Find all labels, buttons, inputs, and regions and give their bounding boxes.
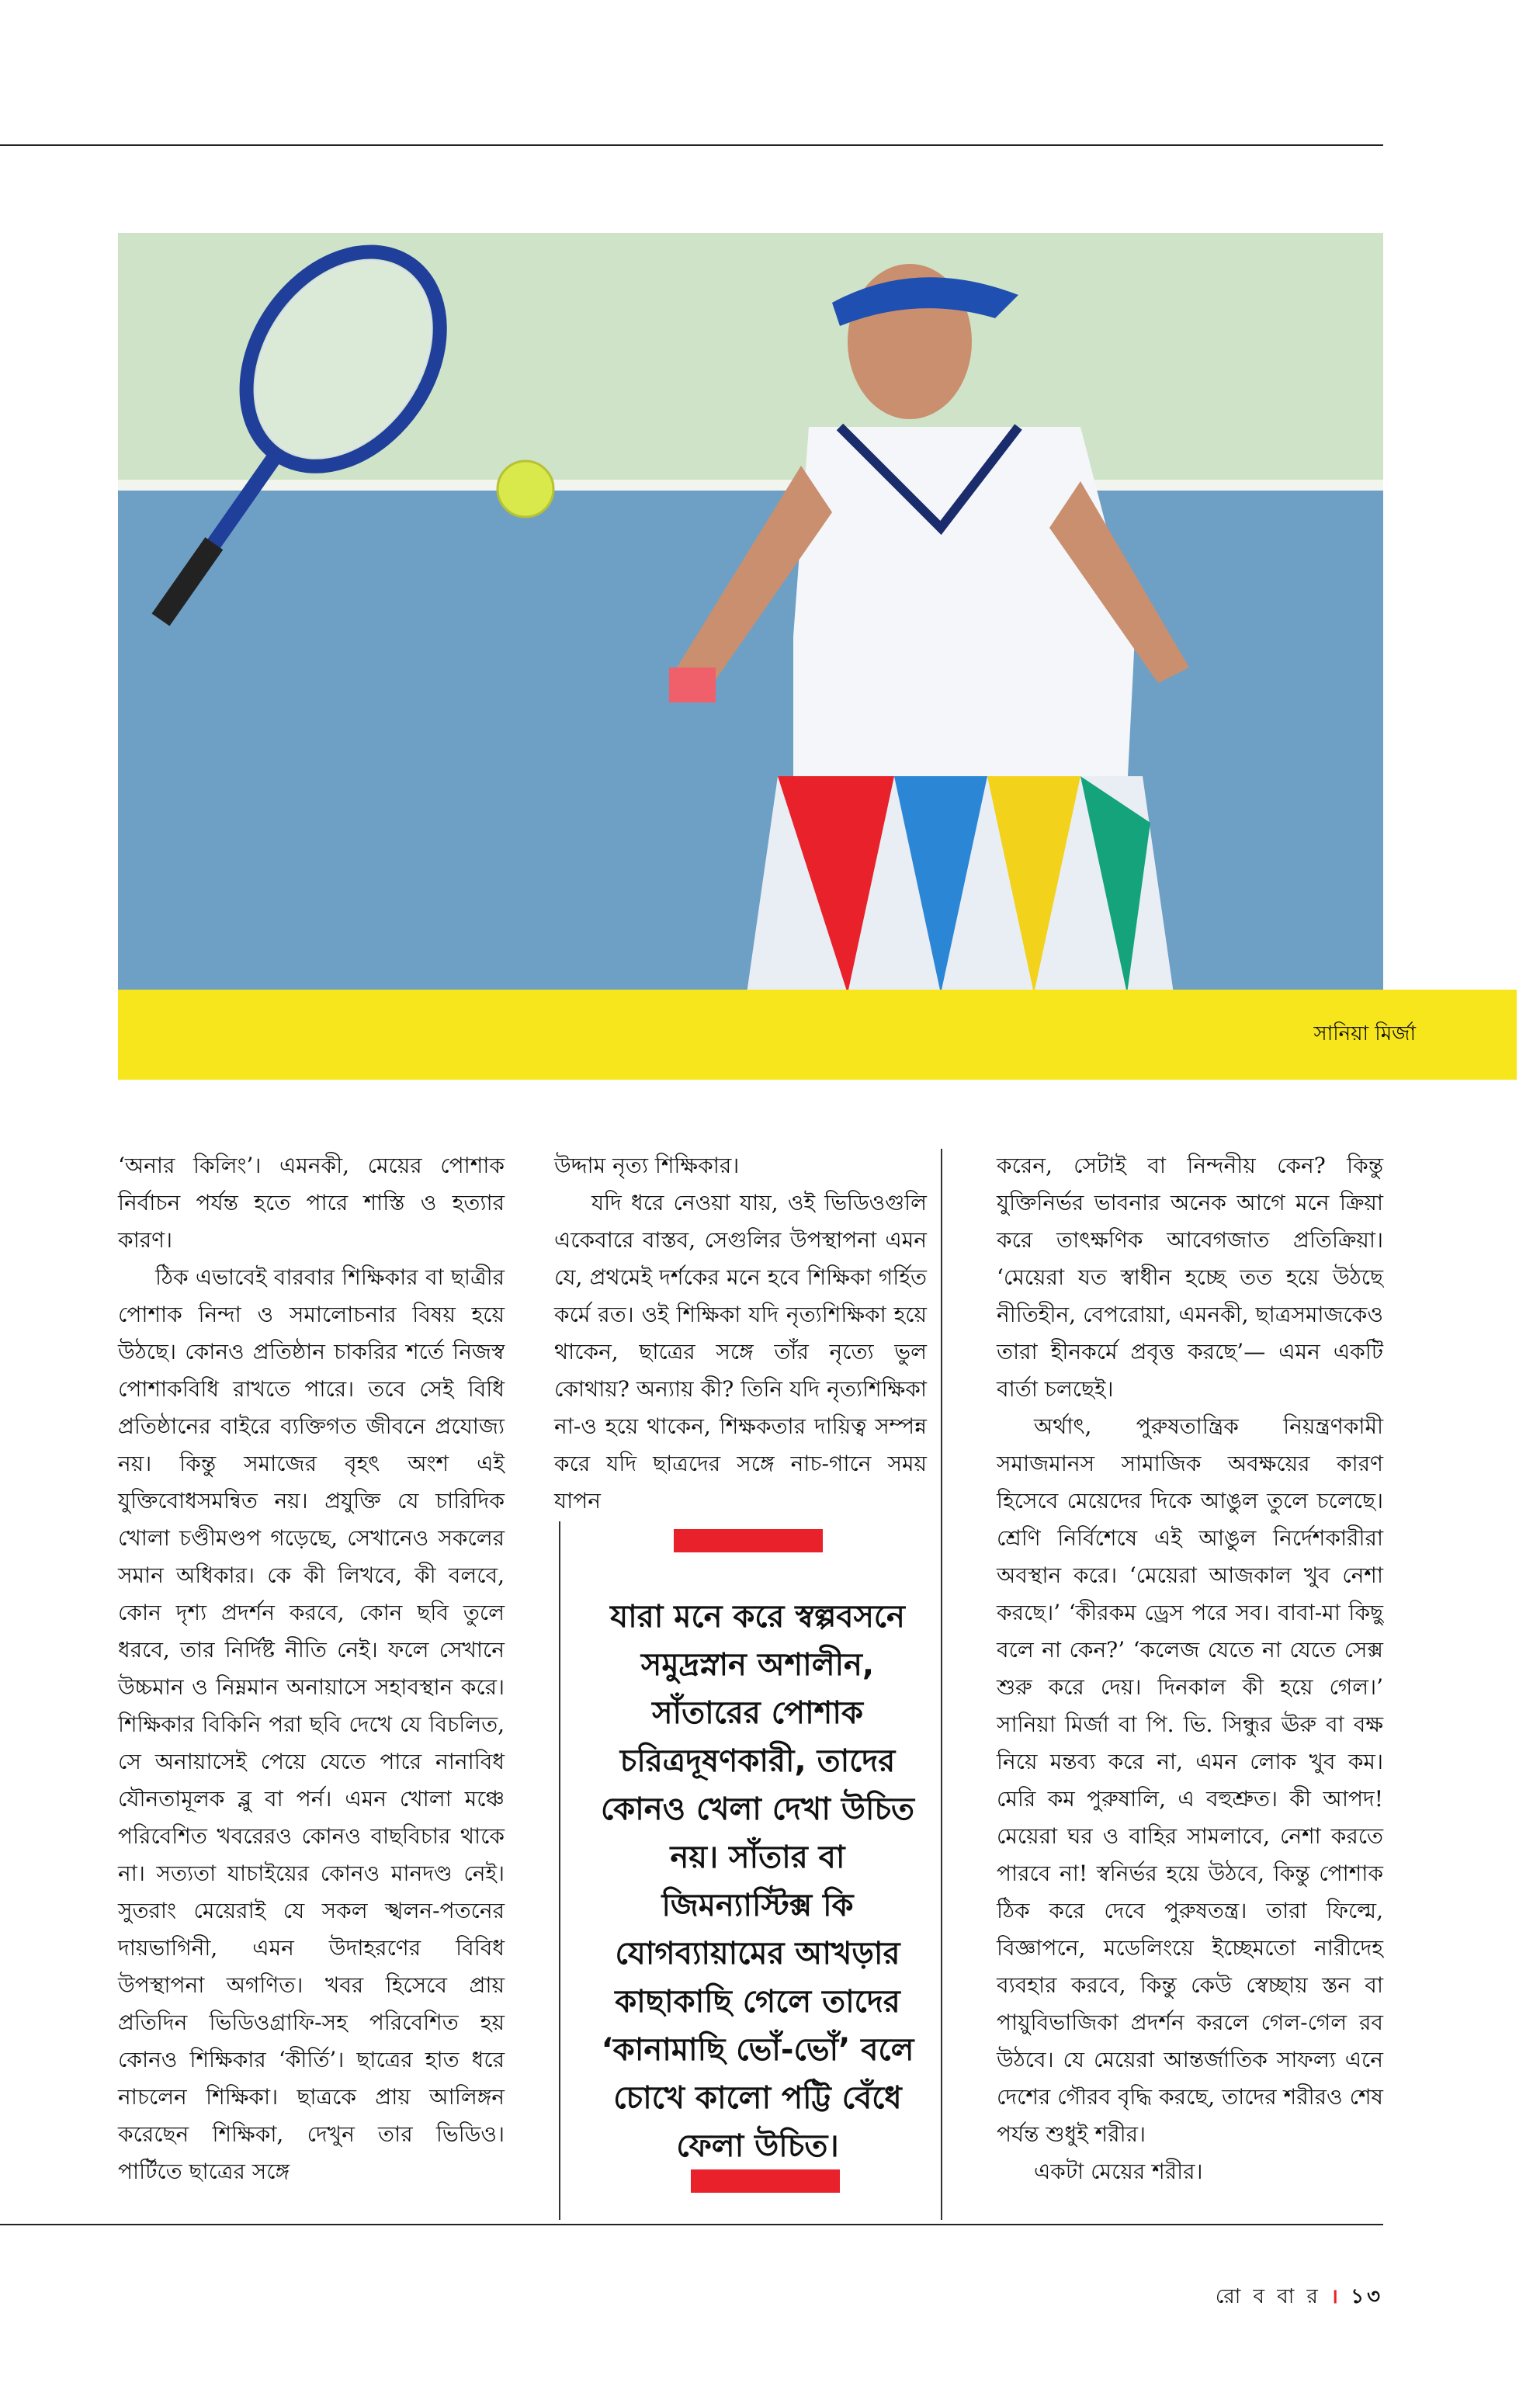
column-divider [559,1521,560,2220]
pullquote: যারা মনে করে স্বল্পবসনে সমুদ্রস্নান অশালীন, সাঁতারের পোশাক চরিত্রদূষণকারী, তাদের কোনও খেলা দেখা উচিত নয়। সাঁতার বা জিমন্যাস্টিক্স কি যোগব্যায়ামের আখড়ার কাছাকাছি গেলে তাদের ‘কানামাছি ভোঁ-ভোঁ’ বলে চোখে কালো পট্টি বেঁধে ফেলা উচিত। [600,1599,915,2164]
pullquote-top-bar [674,1529,823,1552]
paragraph: অর্থাৎ, পুরুষতান্ত্রিক নিয়ন্ত্রণকামী সমাজমানস সামাজিক অবক্ষয়ের কারণ হিসেবে মেয়েদের দিকে আঙুল তুলে চলেছে। শ্রেণি নির্বিশেষে এই আঙুল নির্দেশকারীরা অবস্থান করে। ‘মেয়েরা আজকাল খুব নেশা করছে।’ ‘কীরকম ড্রেস পরে সব। বাবা-মা কিছু বলে না কেন?’ ‘কলেজ যেতে না যেতে সেক্স শুরু করে দেয়। দিনকাল কী হয়ে গেল।’ সানিয়া মির্জা বা পি. ভি. সিন্ধুর ঊরু বা বক্ষ নিয়ে মন্তব্য করে না, এমন লোক খুব কম। মেরি কম পুরুষালি, এ বহুশ্রুত। কী আপদ! মেয়েরা ঘর ও বাহির সামলাবে, নেশা করতে পারবে না! স্বনির্ভর হয়ে উঠবে, কিন্তু পোশাক ঠিক করে দেবে পুরুষতন্ত্র। তারা ফিল্মে, বিজ্ঞাপনে, মডেলিংয়ে ইচ্ছেমতো নারীদেহ ব্যবহার করবে, কিন্তু কেউ স্বেচ্ছায় স্তন বা পায়ুবিভাজিকা প্রদর্শন করলে গেল-গেল রব উঠবে। যে মেয়েরা আন্তর্জাতিক সাফল্য এনে দেশের গৌরব বৃদ্ধি করছে, তাদের শরীরও শেষ পর্যন্ত শুধুই শরীর। [997,1413,1383,2147]
paragraph: একটা মেয়ের শরীর। [1034,2159,1203,2184]
paragraph: করেন, সেটাই বা নিন্দনীয় কেন? কিন্তু যুক্তিনির্ভর ভাবনার অনেক আগে মনে ক্রিয়া করে তাৎক্ষণিক আবেগজাত প্রতিক্রিয়া। ‘মেয়েরা যত স্বাধীন হচ্ছে তত হয়ে উঠছে নীতিহীন, বেপরোয়া, এমনকী, ছাত্রসমাজকেও তারা হীনকর্মে প্রবৃত্ত করছে’— এমন একটি বার্তা চলছেই। [997,1153,1383,1402]
photo-caption: সানিয়া মির্জা [1313,1022,1416,1046]
text-column-2 [554,1147,927,1520]
tennis-player-illustration [118,233,1383,990]
page-number: ১৩ [1351,2285,1383,2308]
top-rule [0,144,1383,146]
column-divider [941,1149,942,2220]
paragraph: ঠিক এভাবেই বারবার শিক্ষিকার বা ছাত্রীর পোশাক নিন্দা ও সমালোচনার বিষয় হয়ে উঠছে। কোনও প্রতিষ্ঠান চাকরির শর্তে নিজস্ব পোশাকবিধি রাখতে পারে। তবে সেই বিধি প্রতিষ্ঠানের বাইরে ব্যক্তিগত জীবনে প্রযোজ্য নয়। কিন্তু সমাজের বৃহৎ অংশ এই যুক্তিবোধসমন্বিত নয়। প্রযুক্তি যে চারিদিক খোলা চণ্ডীমণ্ডপ গড়েছে, সেখানেও সকলের সমান অধিকার। কে কী লিখবে, কী বলবে, কোন দৃশ্য প্রদর্শন করবে, কোন ছবি তুলে ধরবে, তার নির্দিষ্ট নীতি নেই। ফলে সেখানে উচ্চমান ও নিম্নমান অনায়াসে সহাবস্থান করে। শিক্ষিকার বিকিনি পরা ছবি দেখে যে বিচলিত, সে অনায়াসেই পেয়ে যেতে পারে নানাবিধ যৌনতামূলক ব্লু বা পর্ন। এমন খোলা মঞ্চে পরিবেশিত খবরেরও কোনও বাছবিচার থাকে না। সত্যতা যাচাইয়ের কোনও মানদণ্ড নেই। সুতরাং মেয়েরাই যে সকল স্খলন-পতনের দায়ভাগিনী, এমন উদাহরণের বিবিধ উপস্থাপনা অগণিত। খবর হিসেবে প্রায় প্রতিদিন ভিডিওগ্রাফি-সহ পরিবেশিত হয় কোনও শিক্ষিকার ‘কীর্তি’। ছাত্রের হাত ধরে নাচলেন শিক্ষিকা। ছাত্রকে প্রায় আলিঙ্গন করেছেন শিক্ষিকা, দেখুন তার ভিডিও। পার্টিতে ছাত্রের সঙ্গে [118,1264,505,2184]
pullquote-bottom-bar [691,2169,840,2193]
text-column-3 [997,1147,1383,2190]
footer-rule [0,2224,1383,2225]
paragraph: উদ্দাম নৃত্য শিক্ষিকার। [554,1153,740,1178]
footer-separator: । [1330,2285,1341,2308]
article-photo [118,233,1383,990]
paragraph: ‘অনার কিলিং’। এমনকী, মেয়ের পোশাক নির্বাচন পর্যন্ত হতে পারে শাস্তি ও হত্যার কারণ। [118,1153,505,1253]
page-footer [1216,2280,1383,2315]
caption-band [118,990,1517,1080]
text-column-1 [118,1147,505,2190]
publication-name: রো ব বা র [1215,2285,1321,2308]
paragraph: যদি ধরে নেওয়া যায়, ওই ভিডিওগুলি একেবারে বাস্তব, সেগুলির উপস্থাপনা এমন যে, প্রথমেই দর্শকের মনে হবে শিক্ষিকা গর্হিত কর্মে রত। ওই শিক্ষিকা যদি নৃত্যশিক্ষিকা হয়ে থাকেন, ছাত্রের সঙ্গে তাঁর নৃত্যে ভুল কোথায়? অন্যায় কী? তিনি যদি নৃত্যশিক্ষিকা না-ও হয়ে থাকেন, শিক্ষকতার দায়িত্ব সম্পন্ন করে যদি ছাত্রদের সঙ্গে নাচ-গানে সময় যাপন [554,1190,927,1514]
